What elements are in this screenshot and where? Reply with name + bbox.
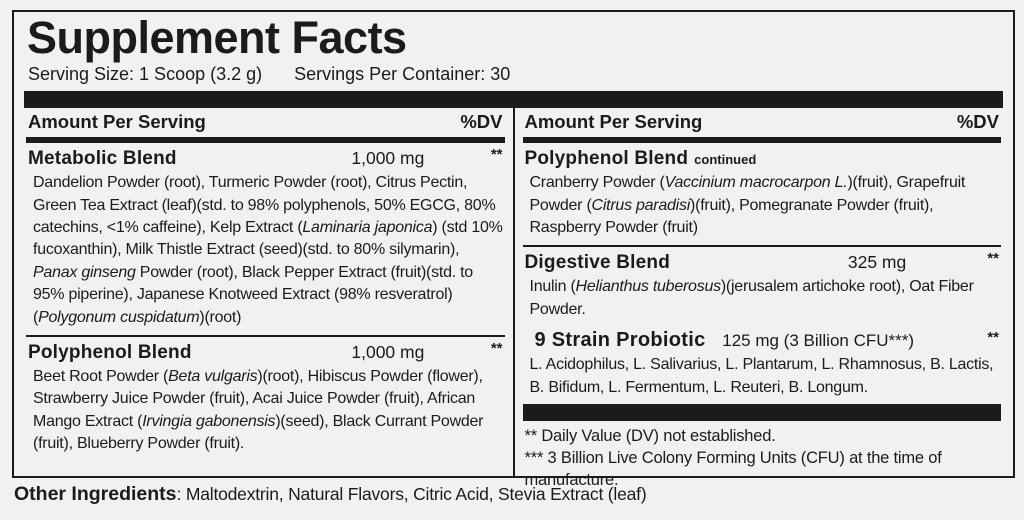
amount-per-serving-label: Amount Per Serving [524,111,703,133]
left-column [24,108,515,476]
blend-ingredients: Inulin (Helianthus tuberosus)(jerusalem artichoke root), Oat Fiber Powder. [529,278,974,318]
page-title: Supplement Facts [27,12,407,63]
section-polyphenol-blend-continued [523,143,1002,244]
blend-dv: ** [490,146,503,164]
blend-name: Metabolic Blend [28,148,177,170]
blend-title-row [26,143,505,172]
blend-name: Polyphenol Blend [524,148,689,170]
blend-title-row [26,337,505,366]
right-column-header [523,108,1002,137]
servings-per-container-text: Servings Per Container: 30 [294,64,511,85]
divider-thick-top [24,91,1003,108]
serving-info-row [28,64,1003,85]
right-column [515,108,1004,489]
columns-container [24,108,1003,489]
panel-header [14,12,1013,91]
other-ingredients-label: Other Ingredients [14,483,177,505]
section-polyphenol-blend [26,337,505,461]
blend-amount: 1,000 mg [351,148,425,169]
blend-name: Polyphenol Blend [28,341,192,363]
probiotic-name: 9 Strain Probiotic [534,329,706,352]
probiotic-dv: ** [987,329,999,347]
blend-amount: 1,000 mg [351,341,425,362]
probiotic-strains: L. Acidophilus, L. Salivarius, L. Plantarum, L. Rhamnosus, B. Lactis, B. Bifidum, L. Fermentum, L. Reuteri, B. Longum. [529,356,994,396]
blend-title-row [523,247,1002,276]
blend-ingredients: Cranberry Powder (Vaccinium macrocarpon L.)(fruit), Grapefruit Powder (Citrus paradisi)(fruit), Pomegranate Powder (fruit), Raspberry Powder (fruit) [529,174,966,237]
footnote-cfu: *** 3 Billion Live Colony Forming Units (CFU) at the time of manufacture. [524,448,942,489]
blend-name: Digestive Blend [524,252,671,274]
divider-thick-footnotes [523,404,1002,421]
footnote-dv: ** Daily Value (DV) not established. [524,426,776,445]
blend-ingredients: Dandelion Powder (root), Turmeric Powder (root), Citrus Pectin, Green Tea Extract (leaf)(std. to 98% polyphenols, 50% EGCG, 80% catechins, <1% caffeine), Kelp Extract (Laminaria japonica) (std 10% fucoxanthin), Milk Thistle Extract (seed)(std. to 80% silymarin), Panax ginseng Powder (root), Black Pepper Extract (fruit)(std. to 95% piperine), Japanese Knotweed Extract (98% resveratrol)(Polygonum cuspidatum)(root) [33,174,503,326]
blend-dv: ** [490,339,503,357]
amount-per-serving-label: Amount Per Serving [28,111,206,133]
section-metabolic-blend [26,143,505,334]
other-ingredients-text: : Maltodextrin, Natural Flavors, Citric Acid, Stevia Extract (leaf) [176,484,647,504]
left-column-header [26,108,505,137]
serving-size-text: Serving Size: 1 Scoop (3.2 g) [28,64,263,85]
section-digestive-blend [523,247,1002,404]
dv-label: %DV [460,111,503,133]
other-ingredients-line [14,483,646,506]
probiotic-title-row [523,326,1002,354]
blend-ingredients: Beet Root Powder (Beta vulgaris)(root), Hibiscus Powder (flower), Strawberry Juice Powder (fruit), Acai Juice Powder (fruit), African Mango Extract (Irvingia gabonensis)(seed), Black Currant Powder (fruit), Blueberry Powder (fruit). [33,367,484,453]
blend-title-row [523,143,1002,172]
supplement-facts-panel [12,10,1015,489]
footnotes-block [523,404,1002,495]
probiotic-amount: 125 mg (3 Billion CFU***) [722,331,915,351]
blend-amount: 325 mg [847,252,907,273]
blend-dv: ** [987,250,999,268]
dv-label: %DV [956,111,999,133]
blend-name-suffix: continued [694,152,757,168]
